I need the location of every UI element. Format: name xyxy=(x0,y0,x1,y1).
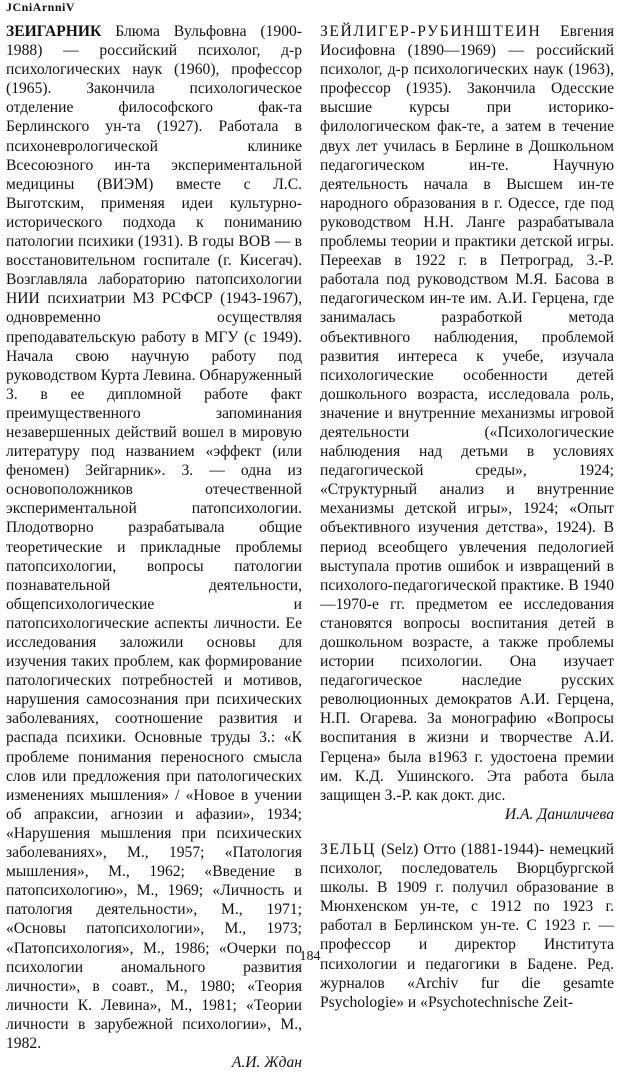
left-column xyxy=(6,22,302,1072)
entry-headword: ЗЕИГАРНИК xyxy=(6,23,102,40)
entry-headword: ЗЕЙЛИГЕР-РУБИНШТЕИН xyxy=(320,23,542,40)
entry-author: А.И. Ждан xyxy=(231,1054,302,1072)
entry-headword: ЗЕЛЬЦ xyxy=(320,840,376,858)
entry-body: Блюма Вульфовна (1900-1988) — российский психолог, д-р психологических наук (1960), профессор (1965). Закончила психологическое отделение философского фак-та Берлинского ун-та (1927). Работала в психоневрологической клинике Всесоюзного ин-та экспериментальной медицины (ВИЭМ) вместе с Л.С. Выготским, применяя идеи культурно-исторического подхода к пониманию патологии психики (1931). В годы ВОВ — в восстановительном госпитале (г. Кисегач). Возглавляла лабораторию патопсихологии НИИ психиатрии МЗ РСФСР (1943-1967), одновременно осуществляя преподавательскую работу в МГУ (с 1949). Начала свою научную работу под руководством Курта Левина. Обнаруженный 3. в ее дипломной работе факт преимущественного запоминания незавершенных действий вошел в мировую литературу под названием «эффект (или феномен) Зейгарник». 3. — одна из основоположников отечественной экспериментальной патопсихологии. Плодотворно разрабатывала общие теоретические и прикладные проблемы патопсихологии, вопросы патологии познавательной деятельности, общепсихологические и патопсихологические аспекты личности. Ее исследования заложили основы для изучения таких проблем, как формирование патологических потребностей и мотивов, нарушения самосознания при психических заболеваниях, соотношение развития и распада психики. Основные труды 3.: «К проблеме понимания переносного смысла слов или предложения при патологических изменениях мышления» / «Новое в учении об апраксии, агнозии и афазии», 1934; «Нарушения мышления при психических заболеваниях», М., 1957; «Патология мышления», М., 1962; «Введение в патопсихологию», М., 1969; «Личность и патология деятельности», М., 1971; «Основы патопсихологии», М., 1973; «Патопсихология», М., 1986; «Очерки по психологии аномального развития личности», в соавт., М., 1980; «Теория личности К. Левина», М., 1981; «Теории личности в зарубежной психологии», М., 1982. xyxy=(6,23,303,1052)
entry-zeiliger-rubinstein xyxy=(320,22,614,805)
entry-author: И.А. Даниличева xyxy=(504,805,614,823)
entry-separator xyxy=(320,824,614,840)
entry-body: (Selz) Отто (1881-1944)- немецкий психолог, последователь Вюрцбургской школы. В 1909 г. получил образование в Мюнхенском ун-те, с 1912 по 1923 г. работал в Берлинском ун-те. С 1923 г. — профессор и директор Института психологии и педагогики в Бадене. Ред. журналов «Archiv fur die gesamte Psychologie» и «Psychotechnische Zeit- xyxy=(320,840,614,1011)
running-header: JCniArnniV xyxy=(6,0,76,14)
entry-zeigarnik xyxy=(6,22,302,1053)
page-number: 184 xyxy=(299,949,321,964)
entry-selz xyxy=(320,840,614,1012)
entry-body: Евгения Иосифовна (1890—1969) — российский психолог, д-р психологических наук (1963), профессор (1935). Закончила Одесские высшие курсы при историко-филологическом фак-те, а затем в течение двух лет училась в Берлине в Дошкольном педагогическом ин-те. Научную деятельность начала в Высшем ин-те народного образования в г. Одессе, где под руководством Н.Н. Ланге разрабатывала проблемы теории и практики детской игры. Переехав в 1922 г. в Петроград, 3.-Р. работала под руководством М.Я. Басова в педагогическом ин-те им. А.И. Герцена, где занималась разработкой метода объективного наблюдения, проблемой развития интереса к учебе, изучала психологические особенности детей дошкольного возраста, исследовала роль, значение и внутренние механизмы игровой деятельности («Психологические наблюдения над детьми в условиях педагогической среды», 1924; «Структурный анализ и внутренние механизмы детской игры», 1924; «Опыт объективного изучения детства», 1924). В период всеобщего увлечения педологией выступала против ошибок и извращений в психолого-педагогической практике. В 1940—1970-е гг. предметом ее исследования становятся вопросы воспитания детей в дошкольном возрасте, а также проблемы истории психологии. Она изучает педагогическое наследие русских революционных демократов А.И. Герцена, Н.П. Огарева. За монографию «Вопросы воспитания в жизни и творчестве А.И. Герцена» была в1963 г. удостоена премии им. К.Д. Ушинского. Эта работа была защищен З.-Р. как докт. дис. xyxy=(320,23,614,804)
right-column xyxy=(320,22,614,1012)
